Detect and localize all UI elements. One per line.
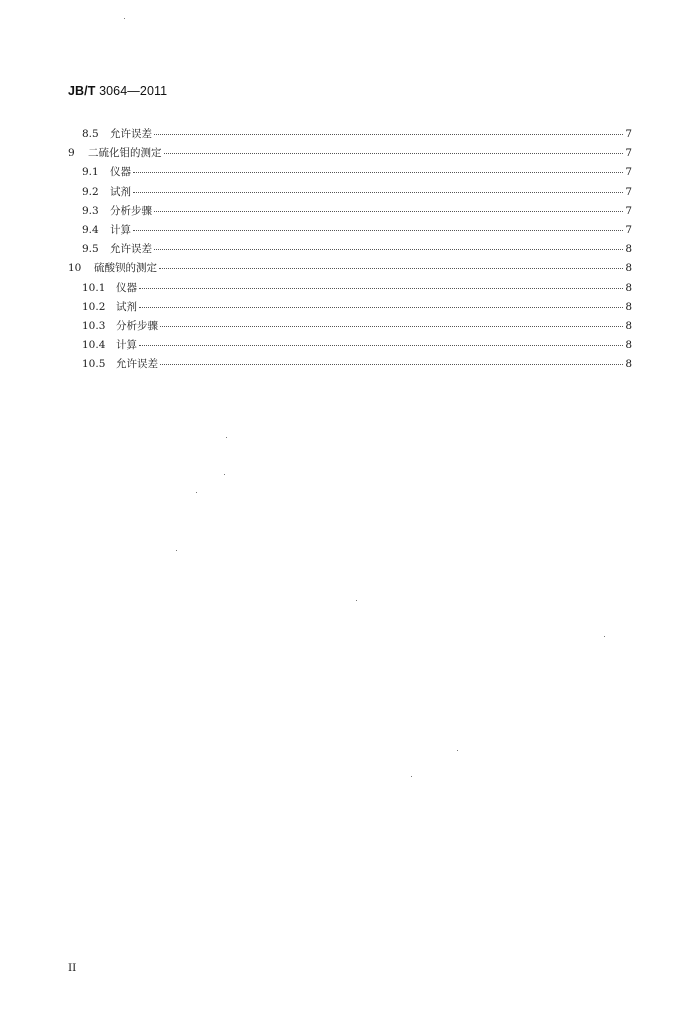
page-number: II: [68, 962, 77, 974]
toc-leader-dots: [159, 267, 623, 269]
toc-entry-number: 10.3: [82, 320, 106, 332]
toc-entry: [82, 357, 632, 371]
scan-speck: [224, 474, 225, 475]
toc-entry: [68, 261, 632, 275]
toc-entry: [82, 300, 632, 314]
toc-entry: [82, 319, 632, 333]
toc-entry-title: 二硫化钼的测定: [88, 147, 162, 160]
toc-entry-title: 分析步骤: [116, 320, 158, 332]
toc-entry-page: 8: [625, 339, 632, 352]
toc-entry-page: 7: [625, 166, 632, 179]
toc-entry: [82, 223, 632, 237]
toc-leader-dots: [139, 344, 623, 346]
toc-entry-number: 10.2: [82, 300, 106, 313]
toc-entry: [82, 204, 632, 218]
document-code-prefix: JB/T: [68, 84, 96, 98]
document-code-number: 3064—2011: [99, 84, 168, 98]
toc-entry-title: 试剂: [110, 185, 131, 198]
toc-entry-page: 7: [625, 128, 632, 140]
toc-entry-title: 硫酸钡的测定: [94, 262, 157, 275]
toc-entry-page: 7: [625, 204, 632, 217]
toc-leader-dots: [154, 210, 623, 212]
toc-entry-number: 9.4: [82, 224, 99, 236]
toc-entry-number: 9.1: [82, 166, 99, 179]
toc-entry-number: 10: [68, 262, 82, 275]
toc-entry-title: 分析步骤: [110, 204, 152, 217]
toc-entry-title: 试剂: [116, 300, 137, 313]
document-code: [68, 84, 167, 98]
scan-speck: [356, 600, 357, 601]
toc-entry: [82, 281, 632, 295]
toc-entry-number: 9: [68, 147, 75, 160]
scan-speck: [457, 750, 458, 751]
toc-entry-page: 8: [625, 300, 632, 313]
scan-speck: [124, 18, 125, 19]
toc-entry-title: 计算: [110, 224, 131, 236]
toc-entry-number: 10.5: [82, 358, 106, 371]
toc-entry-page: 7: [625, 224, 632, 236]
toc-leader-dots: [160, 325, 623, 327]
toc-entry: [82, 127, 632, 141]
toc-leader-dots: [139, 287, 623, 289]
toc-entry-title: 允许误差: [116, 358, 158, 371]
toc-entry: [82, 165, 632, 179]
toc-entry-page: 7: [625, 147, 632, 160]
scan-speck: [411, 776, 412, 777]
toc-entry: [68, 146, 632, 160]
toc-entry-number: 9.5: [82, 243, 99, 256]
toc-entry-page: 7: [625, 185, 632, 198]
toc-entry-number: 10.4: [82, 339, 106, 352]
toc-entry: [82, 338, 632, 352]
scan-speck: [226, 437, 227, 438]
toc-entry-page: 8: [625, 243, 632, 256]
toc-leader-dots: [164, 152, 624, 154]
scan-speck: [176, 550, 177, 551]
toc-entry-title: 允许误差: [110, 128, 152, 140]
toc-entry-number: 8.5: [82, 128, 99, 140]
toc-entry-page: 8: [625, 320, 632, 332]
toc-leader-dots: [133, 229, 623, 231]
toc-entry-page: 8: [625, 281, 632, 294]
toc-entry-title: 计算: [116, 339, 137, 352]
toc-leader-dots: [133, 191, 623, 193]
toc-entry-number: 9.2: [82, 185, 99, 198]
toc-entry-page: 8: [625, 358, 632, 371]
toc-leader-dots: [160, 363, 623, 365]
toc-entry-title: 仪器: [116, 281, 137, 294]
toc-leader-dots: [154, 248, 623, 250]
toc-entry-title: 允许误差: [110, 243, 152, 256]
scan-speck: [196, 492, 197, 493]
toc-leader-dots: [139, 306, 623, 308]
toc-entry: [82, 185, 632, 199]
toc-entry-title: 仪器: [110, 166, 131, 179]
toc-entry-number: 10.1: [82, 281, 106, 294]
toc-leader-dots: [154, 133, 623, 135]
toc-leader-dots: [133, 171, 623, 173]
toc-entry: [82, 242, 632, 256]
toc-entry-page: 8: [625, 262, 632, 275]
scan-speck: [604, 636, 605, 637]
toc-entry-number: 9.3: [82, 204, 99, 217]
